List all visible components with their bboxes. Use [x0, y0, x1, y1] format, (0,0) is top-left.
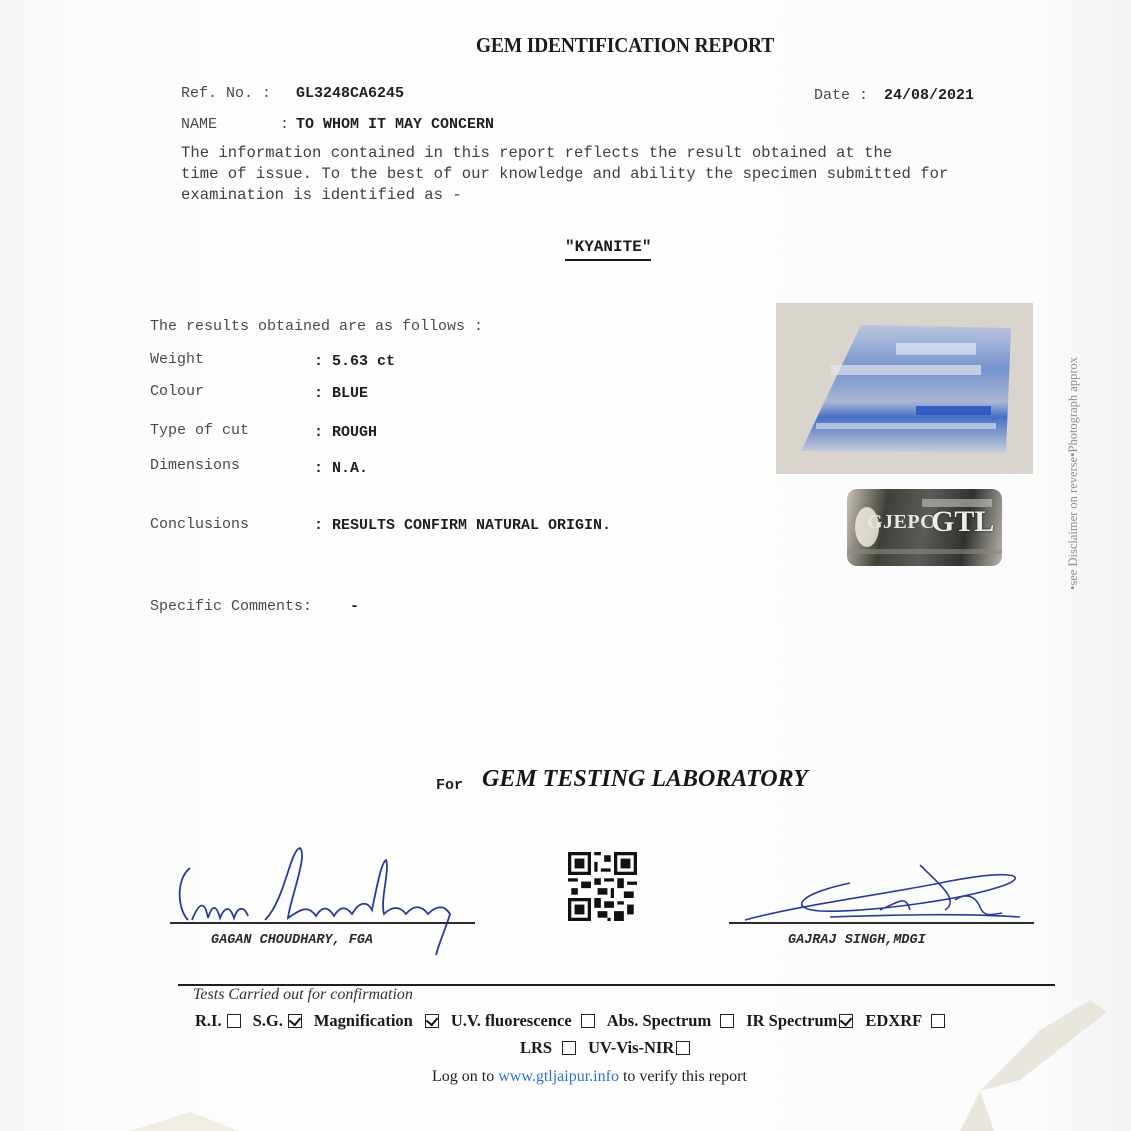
background-shard-decoration: [960, 990, 1131, 1131]
verify-link[interactable]: www.gtljaipur.info: [498, 1068, 619, 1085]
name-colon: :: [280, 116, 290, 133]
ref-number: GL3248CA6245: [296, 85, 405, 102]
test-sg-label: S.G.: [252, 1011, 283, 1030]
signature-line-right: [729, 922, 1034, 924]
comments-value: -: [350, 598, 360, 615]
test-magnification: [314, 1011, 439, 1031]
gtl-hologram-seal: [847, 489, 1002, 566]
conclusions-value: : RESULTS CONFIRM NATURAL ORIGIN.: [314, 517, 612, 534]
colour-value: : BLUE: [314, 385, 369, 402]
test-uvvisnir-label: UV-Vis-NIR: [588, 1038, 675, 1057]
name-value: TO WHOM IT MAY CONCERN: [296, 116, 495, 133]
name-label: NAME: [181, 116, 218, 133]
test-abs-spectrum: [607, 1011, 735, 1031]
date-label: Date :: [814, 87, 869, 104]
conclusions-label: Conclusions: [150, 516, 250, 533]
signatory-right-name: GAJRAJ SINGH,MDGI: [788, 933, 926, 948]
for-label: For: [436, 777, 464, 794]
signature-line-left: [170, 922, 475, 924]
comments-label: Specific Comments:: [150, 598, 313, 615]
date-value: 24/08/2021: [884, 87, 975, 104]
test-lrs: [520, 1038, 576, 1058]
verify-note: [432, 1068, 747, 1086]
test-uv-vis-nir: [588, 1038, 690, 1058]
test-edxrf-label: EDXRF: [865, 1011, 923, 1030]
test-sg-checkbox[interactable]: [288, 1014, 302, 1028]
tests-title: Tests Carried out for confirmation: [193, 986, 413, 1003]
test-abs-checkbox[interactable]: [720, 1014, 734, 1028]
photo-disclaimer-note: •see Disclaimer on reverse•Photograph approx: [1066, 357, 1080, 590]
test-lrs-label: LRS: [520, 1038, 553, 1057]
test-ri-checkbox[interactable]: [227, 1014, 241, 1028]
verify-suffix: to verify this report: [622, 1068, 747, 1085]
test-ir-label: IR Spectrum: [746, 1011, 838, 1030]
cut-label: Type of cut: [150, 422, 250, 439]
report-title: GEM IDENTIFICATION REPORT: [475, 33, 775, 57]
kyanite-crystal-image: [776, 303, 1033, 474]
verification-qr-code[interactable]: [568, 852, 637, 921]
test-abs-label: Abs. Spectrum: [606, 1011, 712, 1030]
test-magnification-label: Magnification: [313, 1011, 413, 1030]
signatory-left-name: GAGAN CHOUDHARY, FGA: [211, 933, 374, 948]
test-uvvisnir-checkbox[interactable]: [676, 1041, 690, 1055]
hologram-gjepc-text: GJEPC: [867, 511, 936, 533]
test-uv-checkbox[interactable]: [581, 1014, 595, 1028]
test-ir-spectrum: [746, 1011, 853, 1031]
ref-label: Ref. No. :: [181, 85, 272, 102]
tests-row-2: [520, 1038, 690, 1058]
test-ri-label: R.I.: [195, 1011, 222, 1030]
test-ri: [195, 1011, 241, 1031]
results-heading: The results obtained are as follows :: [150, 318, 484, 335]
identified-gem: "KYANITE": [565, 238, 651, 261]
test-ir-checkbox[interactable]: [839, 1014, 853, 1028]
dimensions-label: Dimensions: [150, 457, 241, 474]
verify-prefix: Log on to: [432, 1068, 495, 1085]
gem-photo: [776, 303, 1033, 474]
test-edxrf: [865, 1011, 945, 1031]
weight-label: Weight: [150, 351, 205, 368]
lab-name: GEM TESTING LABORATORY: [482, 766, 808, 792]
background-shard-decoration-bottom: [60, 1110, 260, 1131]
intro-line-2: time of issue. To the best of our knowledge and ability the specimen submitted for: [181, 165, 949, 183]
intro-line-3: examination is identified as -: [181, 186, 462, 204]
test-edxrf-checkbox[interactable]: [931, 1014, 945, 1028]
test-sg: [253, 1011, 302, 1031]
test-uv-label: U.V. fluorescence: [450, 1011, 572, 1030]
cut-value: : ROUGH: [314, 424, 378, 441]
colour-label: Colour: [150, 383, 205, 400]
intro-line-1: The information contained in this report reflects the result obtained at the: [181, 144, 893, 162]
test-uv-fluorescence: [451, 1011, 595, 1031]
test-magnification-checkbox[interactable]: [425, 1014, 439, 1028]
dimensions-value: : N.A.: [314, 460, 369, 477]
weight-value: : 5.63 ct: [314, 353, 396, 370]
test-lrs-checkbox[interactable]: [562, 1041, 576, 1055]
tests-row-1: [195, 1011, 945, 1031]
hologram-gtl-text: GTL: [931, 505, 995, 538]
